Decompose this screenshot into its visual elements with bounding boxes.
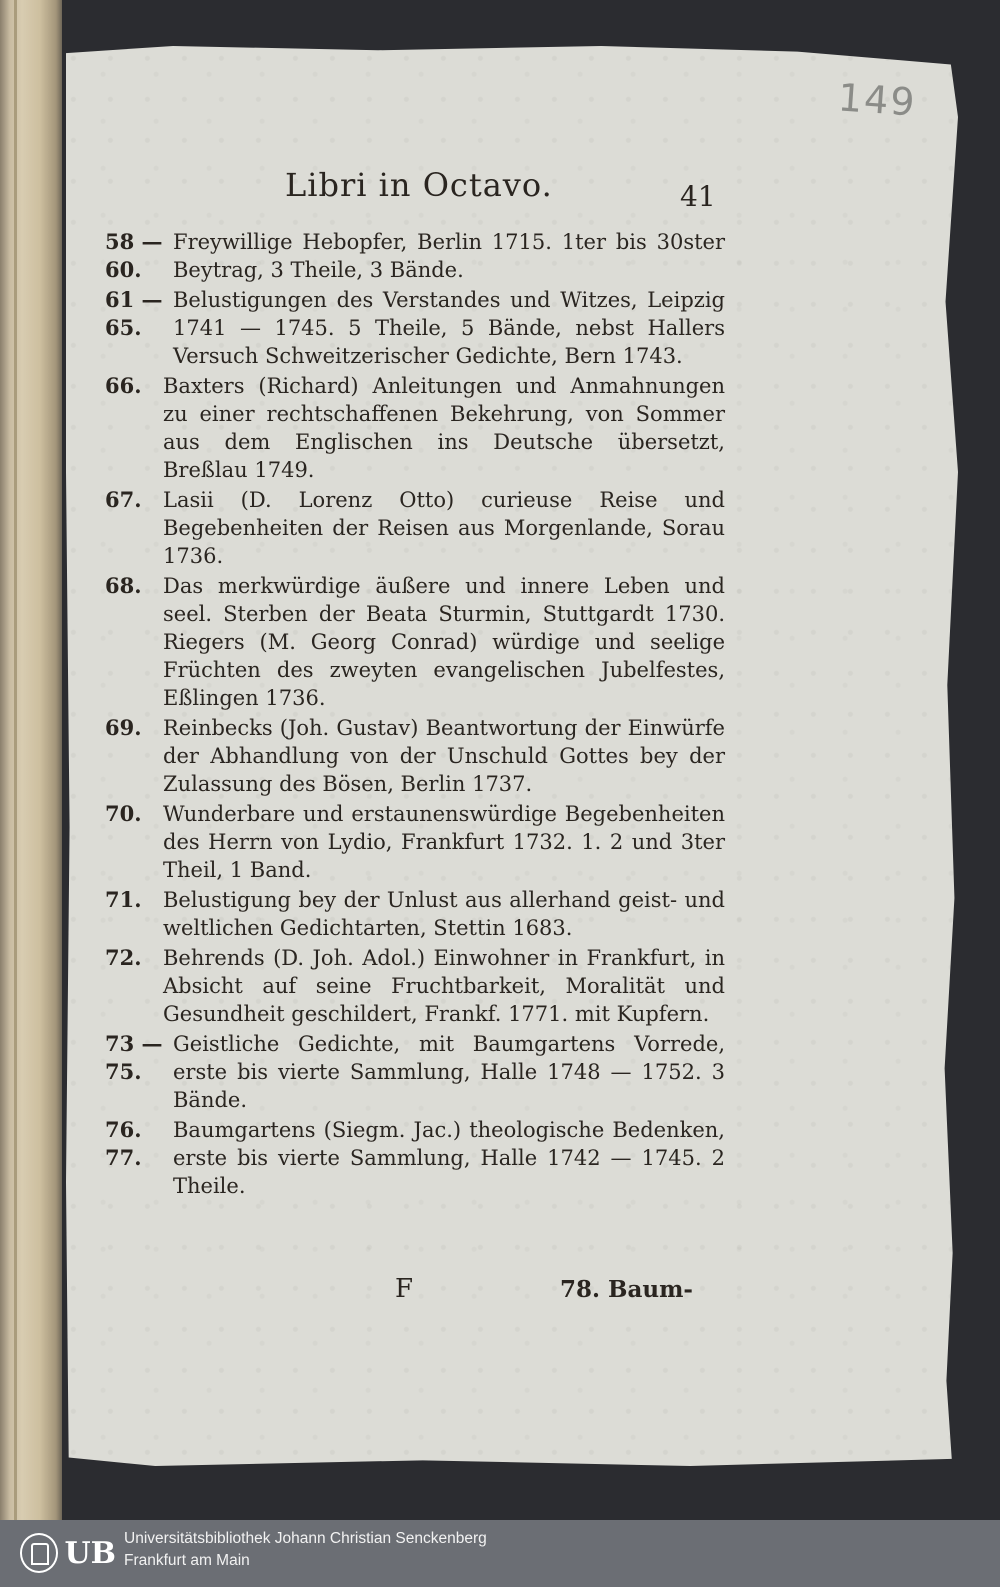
signature-mark: F (395, 1274, 414, 1304)
entry-text: Freywillige Hebopfer, Berlin 1715. 1ter bis 30ster Beytrag, 3 Theile, 3 Bände. (173, 230, 725, 282)
catalog-entry (105, 286, 725, 370)
catalog-entry (105, 1116, 725, 1200)
running-title: Libri in Octavo. (285, 166, 553, 204)
entry-number: 66. (105, 373, 142, 398)
catalog-entry (105, 714, 725, 798)
catalog-entry (105, 800, 725, 884)
entry-text: Reinbecks (Joh. Gustav) Beantwortung der Einwürfe der Abhandlung von der Unschuld Gottes bey der Zulassung des Bösen, Berlin 1737. (163, 716, 725, 796)
pencil-folio-number: 149 (836, 75, 918, 125)
entry-number: 61 — 65. (105, 287, 163, 340)
entry-text: Baxters (Richard) Anleitungen und Anmahnungen zu einer rechtschaffenen Bekehrung, von Sommer aus dem Englischen ins Deutsche übersetzt, Breßlau 1749. (163, 374, 725, 482)
page-number: 41 (680, 180, 716, 213)
entry-text: Baumgartens (Siegm. Jac.) theologische Bedenken, erste bis vierte Sammlung, Halle 1742 — 1745. 2 Theile. (173, 1118, 725, 1198)
catalog-entry (105, 944, 725, 1028)
entry-text: Belustigungen des Verstandes und Witzes, Leipzig 1741 — 1745. 5 Theile, 5 Bände, nebst Hallers Versuch Schweitzerischer Gedichte, Bern 1743. (173, 288, 725, 368)
catalog-entry (105, 486, 725, 570)
entry-number: 76. 77. (105, 1117, 142, 1170)
entry-text: Behrends (D. Joh. Adol.) Einwohner in Frankfurt, in Absicht auf seine Fruchtbarkeit, Moralität und Gesundheit geschildert, Frankf. 1771. mit Kupfern. (163, 946, 725, 1026)
entry-number: 72. (105, 945, 142, 970)
entry-number: 73 — 75. (105, 1031, 163, 1084)
catalog-entry (105, 1030, 725, 1114)
library-name-line1: Universitätsbibliothek Johann Christian Senckenberg (124, 1530, 487, 1547)
library-name (124, 1528, 487, 1572)
entry-number: 70. (105, 801, 142, 826)
entry-text: Belustigung bey der Unlust aus allerhand geist- und weltlichen Gedichtarten, Stettin 1683. (163, 888, 725, 940)
entry-number: 68. (105, 573, 142, 598)
catalog-entries (105, 228, 725, 1202)
seal-icon (20, 1533, 58, 1573)
entry-text: Geistliche Gedichte, mit Baumgartens Vorrede, erste bis vierte Sammlung, Halle 1748 — 1752. 3 Bände. (173, 1032, 725, 1112)
catalog-entry (105, 572, 725, 712)
catchword: 78. Baum- (560, 1276, 693, 1303)
entry-text: Lasii (D. Lorenz Otto) curieuse Reise und Begebenheiten der Reisen aus Morgenlande, Sorau 1736. (163, 488, 725, 568)
page-header (0, 166, 1000, 216)
entry-number: 71. (105, 887, 142, 912)
library-footer-bar (0, 1520, 1000, 1587)
library-logo[interactable] (20, 1528, 116, 1578)
entry-number: 69. (105, 715, 142, 740)
entry-number: 67. (105, 487, 142, 512)
page-footer-line (0, 1274, 1000, 1308)
entry-text: Wunderbare und erstaunenswürdige Begebenheiten des Herrn von Lydio, Frankfurt 1732. 1. 2 und 3ter Theil, 1 Band. (163, 802, 725, 882)
catalog-entry (105, 372, 725, 484)
entry-text: Das merkwürdige äußere und innere Leben und seel. Sterben der Beata Sturmin, Stuttgardt 1730. Riegers (M. Georg Conrad) würdige und seelige Früchten des zweyten evangelischen Jubelfestes, Eßlingen 1736. (163, 574, 725, 710)
catalog-entry (105, 228, 725, 284)
entry-number: 58 — 60. (105, 229, 163, 282)
logo-text: UB (64, 1535, 116, 1571)
library-name-line2: Frankfurt am Main (124, 1552, 250, 1569)
catalog-entry (105, 886, 725, 942)
